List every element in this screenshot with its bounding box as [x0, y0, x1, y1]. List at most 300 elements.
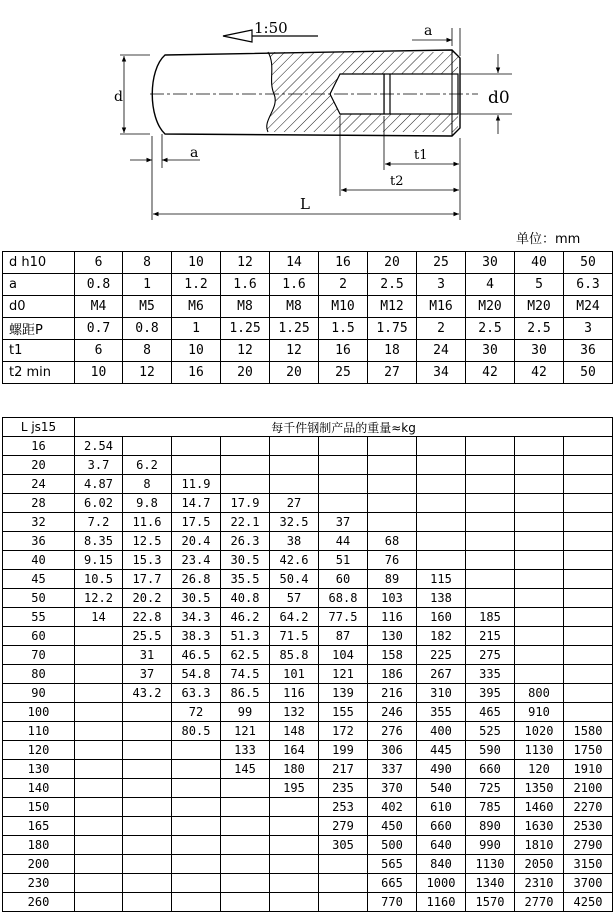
weight-cell: 2790 [564, 836, 613, 855]
weight-cell [515, 456, 564, 475]
weight-header-label: L js15 [3, 418, 75, 437]
weight-cell: 1750 [564, 741, 613, 760]
weight-cell [123, 855, 172, 874]
weight-cell [368, 437, 417, 456]
weight-cell: 155 [319, 703, 368, 722]
weight-cell [564, 494, 613, 513]
weight-cell [564, 589, 613, 608]
weight-cell [221, 456, 270, 475]
weight-cell: 138 [417, 589, 466, 608]
spec-cell: 5 [515, 274, 564, 296]
weight-cell: 121 [319, 665, 368, 684]
weight-row-length: 180 [3, 836, 75, 855]
weight-cell [123, 741, 172, 760]
weight-cell: 26.3 [221, 532, 270, 551]
svg-text:L: L [300, 195, 310, 213]
weight-cell [123, 760, 172, 779]
weight-cell: 17.7 [123, 570, 172, 589]
weight-cell [270, 836, 319, 855]
weight-row-length: 260 [3, 893, 75, 912]
weight-cell [270, 855, 319, 874]
weight-cell: 64.2 [270, 608, 319, 627]
weight-cell: 120 [515, 760, 564, 779]
weight-cell: 17.5 [172, 513, 221, 532]
weight-cell: 199 [319, 741, 368, 760]
weight-cell [368, 456, 417, 475]
spec-cell: 27 [368, 362, 417, 384]
weight-cell: 158 [368, 646, 417, 665]
weight-cell [515, 627, 564, 646]
weight-row-length: 120 [3, 741, 75, 760]
weight-cell: 46.5 [172, 646, 221, 665]
spec-cell: 12 [123, 362, 172, 384]
weight-row-length: 50 [3, 589, 75, 608]
weight-cell: 22.8 [123, 608, 172, 627]
weight-cell: 12.5 [123, 532, 172, 551]
spec-cell: 30 [515, 340, 564, 362]
weight-cell [319, 437, 368, 456]
weight-cell: 445 [417, 741, 466, 760]
weight-cell: 253 [319, 798, 368, 817]
weight-cell [319, 855, 368, 874]
spec-cell: 1.25 [221, 318, 270, 340]
spec-cell: 6.3 [564, 274, 613, 296]
weight-cell [172, 798, 221, 817]
weight-cell: 6.02 [75, 494, 123, 513]
weight-cell: 395 [466, 684, 515, 703]
weight-row-length: 70 [3, 646, 75, 665]
weight-cell [564, 646, 613, 665]
weight-cell: 306 [368, 741, 417, 760]
weight-cell: 51.3 [221, 627, 270, 646]
spec-cell: 6 [75, 252, 123, 274]
weight-cell [564, 437, 613, 456]
spec-row-label: t2 min [3, 362, 75, 384]
weight-cell: 11.6 [123, 513, 172, 532]
weight-cell: 3.7 [75, 456, 123, 475]
weight-cell: 1160 [417, 893, 466, 912]
weight-row [3, 608, 613, 627]
weight-row-length: 16 [3, 437, 75, 456]
weight-row [3, 532, 613, 551]
technical-drawing [0, 0, 613, 232]
weight-cell: 1580 [564, 722, 613, 741]
spec-cell: 1.6 [221, 274, 270, 296]
spec-table [2, 251, 613, 384]
weight-cell: 279 [319, 817, 368, 836]
weight-row [3, 456, 613, 475]
weight-cell: 216 [368, 684, 417, 703]
weight-cell [515, 665, 564, 684]
weight-cell: 6.2 [123, 456, 172, 475]
spec-cell: 34 [417, 362, 466, 384]
weight-cell: 465 [466, 703, 515, 722]
weight-cell: 660 [417, 817, 466, 836]
weight-cell [319, 893, 368, 912]
spec-cell: 2 [417, 318, 466, 340]
spec-cell: 36 [564, 340, 613, 362]
spec-cell: 10 [172, 252, 221, 274]
spec-cell: 1 [172, 318, 221, 340]
weight-cell [564, 665, 613, 684]
weight-cell [123, 817, 172, 836]
weight-cell [123, 798, 172, 817]
weight-row [3, 722, 613, 741]
weight-caption: 每千件钢制产品的重量≈kg [75, 418, 613, 437]
weight-cell: 1910 [564, 760, 613, 779]
weight-cell: 355 [417, 703, 466, 722]
weight-cell: 9.15 [75, 551, 123, 570]
weight-row [3, 627, 613, 646]
spec-cell: 1.75 [368, 318, 417, 340]
spec-cell: M24 [564, 296, 613, 318]
spec-cell: M8 [270, 296, 319, 318]
spec-row [3, 252, 613, 274]
weight-cell [270, 456, 319, 475]
weight-cell: 85.8 [270, 646, 319, 665]
weight-cell: 133 [221, 741, 270, 760]
weight-row-length: 110 [3, 722, 75, 741]
spec-cell: 42 [466, 362, 515, 384]
weight-cell [75, 893, 123, 912]
weight-cell: 490 [417, 760, 466, 779]
weight-cell: 46.2 [221, 608, 270, 627]
weight-cell [172, 836, 221, 855]
weight-cell [319, 475, 368, 494]
weight-cell: 12.2 [75, 589, 123, 608]
weight-row-length: 36 [3, 532, 75, 551]
weight-cell: 235 [319, 779, 368, 798]
weight-row-length: 200 [3, 855, 75, 874]
spec-cell: 12 [221, 340, 270, 362]
weight-cell: 402 [368, 798, 417, 817]
weight-cell [515, 437, 564, 456]
weight-cell [221, 475, 270, 494]
spec-cell: M20 [466, 296, 515, 318]
weight-cell: 87 [319, 627, 368, 646]
spec-cell: 25 [319, 362, 368, 384]
weight-row [3, 779, 613, 798]
weight-cell: 68 [368, 532, 417, 551]
weight-cell [417, 513, 466, 532]
weight-cell: 68.8 [319, 589, 368, 608]
weight-cell: 22.1 [221, 513, 270, 532]
spec-cell: 18 [368, 340, 417, 362]
spec-cell: 2.5 [368, 274, 417, 296]
spec-cell: 20 [221, 362, 270, 384]
weight-cell [123, 703, 172, 722]
weight-cell [75, 684, 123, 703]
weight-cell: 525 [466, 722, 515, 741]
spec-cell: 30 [466, 340, 515, 362]
weight-cell: 1630 [515, 817, 564, 836]
weight-cell: 186 [368, 665, 417, 684]
weight-cell: 4.87 [75, 475, 123, 494]
weight-cell [564, 627, 613, 646]
weight-cell: 215 [466, 627, 515, 646]
weight-row-length: 140 [3, 779, 75, 798]
weight-row [3, 684, 613, 703]
weight-cell [75, 646, 123, 665]
weight-cell: 76 [368, 551, 417, 570]
spec-cell: 3 [417, 274, 466, 296]
weight-cell: 20.4 [172, 532, 221, 551]
weight-row [3, 494, 613, 513]
spec-cell: 30 [466, 252, 515, 274]
spec-row [3, 318, 613, 340]
weight-cell [466, 513, 515, 532]
weight-row-length: 40 [3, 551, 75, 570]
weight-cell: 60 [319, 570, 368, 589]
weight-cell [123, 836, 172, 855]
spec-row [3, 362, 613, 384]
weight-cell: 121 [221, 722, 270, 741]
weight-cell: 305 [319, 836, 368, 855]
weight-cell [75, 779, 123, 798]
weight-row [3, 665, 613, 684]
weight-cell [319, 874, 368, 893]
weight-cell: 450 [368, 817, 417, 836]
weight-cell [417, 494, 466, 513]
spec-cell: 12 [270, 340, 319, 362]
weight-cell: 1340 [466, 874, 515, 893]
spec-cell: M16 [417, 296, 466, 318]
weight-row-length: 60 [3, 627, 75, 646]
weight-cell [75, 836, 123, 855]
weight-cell: 44 [319, 532, 368, 551]
weight-cell [564, 475, 613, 494]
spec-cell: 16 [319, 252, 368, 274]
weight-cell: 11.9 [172, 475, 221, 494]
weight-cell: 77.5 [319, 608, 368, 627]
spec-row-label: a [3, 274, 75, 296]
weight-cell [270, 437, 319, 456]
weight-row-length: 45 [3, 570, 75, 589]
weight-cell [564, 551, 613, 570]
weight-cell: 840 [417, 855, 466, 874]
weight-cell: 25.5 [123, 627, 172, 646]
weight-cell: 103 [368, 589, 417, 608]
spec-cell: 6 [75, 340, 123, 362]
weight-cell: 3700 [564, 874, 613, 893]
spec-cell: 12 [221, 252, 270, 274]
weight-cell [172, 741, 221, 760]
spec-cell: 1.5 [319, 318, 368, 340]
weight-row [3, 760, 613, 779]
weight-cell [466, 456, 515, 475]
weight-cell: 80.5 [172, 722, 221, 741]
weight-cell: 57 [270, 589, 319, 608]
spec-cell: 8 [123, 340, 172, 362]
weight-cell: 337 [368, 760, 417, 779]
spec-row-label: 螺距P [3, 318, 75, 340]
weight-cell: 38 [270, 532, 319, 551]
svg-text:d: d [114, 89, 123, 105]
weight-cell: 172 [319, 722, 368, 741]
weight-cell: 770 [368, 893, 417, 912]
weight-cell: 310 [417, 684, 466, 703]
weight-cell [221, 779, 270, 798]
weight-cell: 71.5 [270, 627, 319, 646]
spec-cell: 0.8 [75, 274, 123, 296]
spec-cell: 20 [270, 362, 319, 384]
weight-row-length: 24 [3, 475, 75, 494]
weight-row [3, 798, 613, 817]
weight-cell [564, 703, 613, 722]
weight-cell [564, 570, 613, 589]
weight-cell: 910 [515, 703, 564, 722]
weight-cell: 890 [466, 817, 515, 836]
spec-cell: 2.5 [466, 318, 515, 340]
spec-cell: 2.5 [515, 318, 564, 340]
weight-cell: 565 [368, 855, 417, 874]
spec-cell: 0.7 [75, 318, 123, 340]
weight-cell: 32.5 [270, 513, 319, 532]
weight-cell: 665 [368, 874, 417, 893]
weight-cell [466, 494, 515, 513]
weight-cell: 14.7 [172, 494, 221, 513]
weight-cell [417, 551, 466, 570]
weight-cell: 7.2 [75, 513, 123, 532]
spec-cell: M5 [123, 296, 172, 318]
weight-cell [564, 532, 613, 551]
taper-label: 1:50 [254, 19, 288, 37]
spec-row [3, 340, 613, 362]
spec-row-label: d h10 [3, 252, 75, 274]
weight-cell: 27 [270, 494, 319, 513]
weight-row-length: 130 [3, 760, 75, 779]
weight-cell: 540 [417, 779, 466, 798]
svg-text:t1: t1 [414, 148, 428, 163]
weight-cell: 54.8 [172, 665, 221, 684]
weight-cell: 8.35 [75, 532, 123, 551]
weight-cell: 640 [417, 836, 466, 855]
weight-cell: 182 [417, 627, 466, 646]
weight-cell [75, 665, 123, 684]
taper-symbol [223, 30, 252, 42]
weight-cell: 246 [368, 703, 417, 722]
weight-cell: 9.8 [123, 494, 172, 513]
weight-cell [417, 532, 466, 551]
weight-cell: 1020 [515, 722, 564, 741]
svg-text:t2: t2 [390, 174, 404, 189]
weight-cell [123, 779, 172, 798]
weight-cell [515, 570, 564, 589]
weight-cell [564, 608, 613, 627]
weight-cell: 185 [466, 608, 515, 627]
weight-cell: 37 [319, 513, 368, 532]
weight-header-row [3, 418, 613, 437]
weight-cell [515, 475, 564, 494]
spec-cell: 1.2 [172, 274, 221, 296]
weight-cell: 14 [75, 608, 123, 627]
weight-row [3, 874, 613, 893]
weight-cell [270, 893, 319, 912]
weight-table [2, 417, 613, 912]
weight-row [3, 589, 613, 608]
weight-cell: 800 [515, 684, 564, 703]
weight-cell: 335 [466, 665, 515, 684]
weight-cell: 130 [368, 627, 417, 646]
weight-cell: 610 [417, 798, 466, 817]
weight-cell [221, 874, 270, 893]
weight-cell: 15.3 [123, 551, 172, 570]
weight-cell: 62.5 [221, 646, 270, 665]
weight-cell: 2100 [564, 779, 613, 798]
weight-cell [172, 760, 221, 779]
weight-cell [221, 836, 270, 855]
spec-cell: 14 [270, 252, 319, 274]
weight-cell [172, 874, 221, 893]
weight-cell [319, 494, 368, 513]
weight-cell: 217 [319, 760, 368, 779]
weight-cell [172, 817, 221, 836]
weight-row-length: 28 [3, 494, 75, 513]
weight-cell [123, 893, 172, 912]
weight-cell [466, 475, 515, 494]
weight-cell: 10.5 [75, 570, 123, 589]
weight-row-length: 90 [3, 684, 75, 703]
weight-cell: 99 [221, 703, 270, 722]
weight-cell [270, 817, 319, 836]
weight-row-length: 165 [3, 817, 75, 836]
weight-cell [123, 722, 172, 741]
weight-cell [417, 437, 466, 456]
weight-cell: 180 [270, 760, 319, 779]
spec-cell: M20 [515, 296, 564, 318]
spec-row [3, 274, 613, 296]
weight-cell: 725 [466, 779, 515, 798]
weight-cell [75, 855, 123, 874]
weight-cell: 2770 [515, 893, 564, 912]
weight-cell [466, 532, 515, 551]
weight-cell: 990 [466, 836, 515, 855]
weight-cell [368, 494, 417, 513]
weight-cell: 225 [417, 646, 466, 665]
weight-cell: 145 [221, 760, 270, 779]
weight-cell: 276 [368, 722, 417, 741]
weight-cell [417, 475, 466, 494]
weight-cell: 104 [319, 646, 368, 665]
weight-cell: 148 [270, 722, 319, 741]
weight-cell: 74.5 [221, 665, 270, 684]
weight-cell [221, 855, 270, 874]
weight-cell [319, 456, 368, 475]
spec-cell: 2 [319, 274, 368, 296]
weight-cell: 1000 [417, 874, 466, 893]
spec-cell: 20 [368, 252, 417, 274]
weight-cell: 42.6 [270, 551, 319, 570]
weight-cell: 370 [368, 779, 417, 798]
weight-cell [75, 798, 123, 817]
weight-cell [221, 798, 270, 817]
weight-cell: 132 [270, 703, 319, 722]
weight-cell [368, 513, 417, 532]
weight-cell [172, 437, 221, 456]
weight-cell [466, 437, 515, 456]
weight-cell: 195 [270, 779, 319, 798]
weight-cell [75, 703, 123, 722]
weight-cell: 1810 [515, 836, 564, 855]
spec-cell: 4 [466, 274, 515, 296]
weight-cell: 2270 [564, 798, 613, 817]
weight-row-length: 80 [3, 665, 75, 684]
weight-cell: 1130 [515, 741, 564, 760]
weight-cell: 660 [466, 760, 515, 779]
spec-row [3, 296, 613, 318]
spec-cell: 50 [564, 362, 613, 384]
weight-cell [515, 494, 564, 513]
